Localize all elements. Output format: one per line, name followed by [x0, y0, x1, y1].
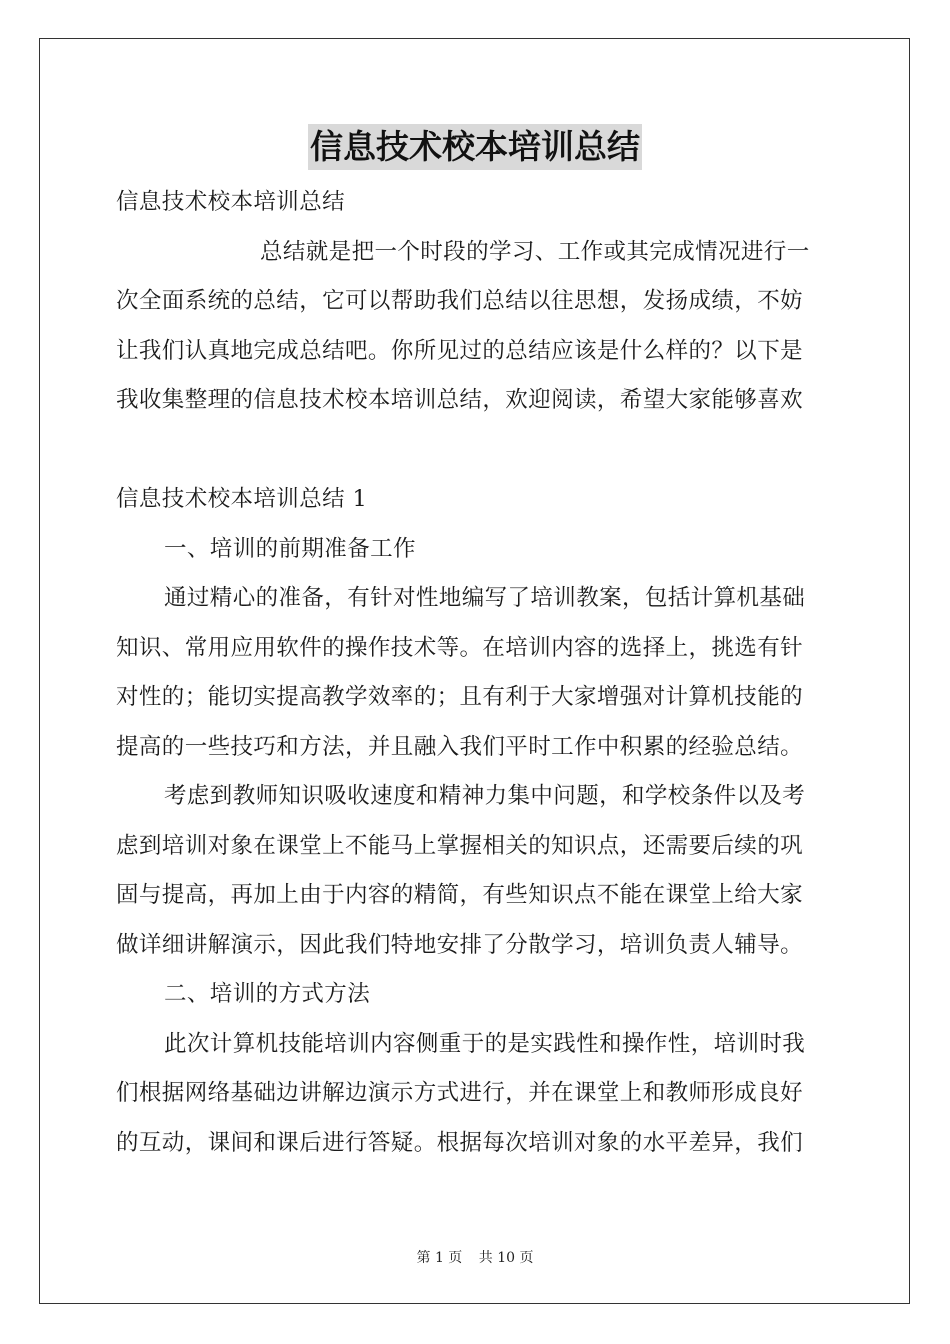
document-body	[116, 178, 834, 1168]
page-total: 共 10 页	[478, 1250, 534, 1266]
heading-2: 二、培训的方式方法	[164, 981, 371, 1007]
paragraph-line: 固与提高，再加上由于内容的精简，有些知识点不能在课堂上给大家	[116, 882, 804, 908]
paragraph-line: 通过精心的准备，有针对性地编写了培训教案，包括计算机基础	[164, 585, 806, 611]
paragraph-line: 对性的；能切实提高教学效率的；且有利于大家增强对计算机技能的	[116, 684, 804, 710]
section-title: 信息技术校本培训总结 1	[116, 486, 368, 512]
title-wrap	[0, 124, 950, 170]
paragraph-line: 做详细讲解演示，因此我们特地安排了分散学习，培训负责人辅导。	[116, 931, 804, 958]
page-footer	[0, 1248, 950, 1268]
paragraph-line: 知识、常用应用软件的操作技术等。在培训内容的选择上，挑选有针	[116, 634, 804, 661]
blank-line	[116, 426, 834, 476]
heading-1: 一、培训的前期准备工作	[164, 535, 416, 562]
page-number: 第 1 页	[416, 1250, 463, 1266]
intro-line: 让我们认真地完成总结吧。你所见过的总结应该是什么样的？以下是	[116, 337, 804, 364]
document-title: 信息技术校本培训总结	[308, 124, 642, 170]
document-subtitle: 信息技术校本培训总结	[116, 189, 346, 215]
paragraph-line: 此次计算机技能培训内容侧重于的是实践性和操作性，培训时我	[164, 1030, 806, 1057]
paragraph-line: 们根据网络基础边讲解边演示方式进行，并在课堂上和教师形成良好	[116, 1080, 804, 1106]
paragraph-line: 的互动，课间和课后进行答疑。根据每次培训对象的水平差异，我们	[116, 1129, 804, 1156]
intro-line: 我收集整理的信息技术校本培训总结，欢迎阅读，希望大家能够喜欢	[116, 387, 804, 413]
paragraph-line: 虑到培训对象在课堂上不能马上掌握相关的知识点，还需要后续的巩	[116, 832, 804, 859]
intro-line: 次全面系统的总结，它可以帮助我们总结以往思想，发扬成绩，不妨	[116, 288, 804, 314]
intro-line: 总结就是把一个时段的学习、工作或其完成情况进行一	[260, 238, 810, 265]
paragraph-line: 提高的一些技巧和方法，并且融入我们平时工作中积累的经验总结。	[116, 733, 804, 760]
paragraph-line: 考虑到教师知识吸收速度和精神力集中问题，和学校条件以及考	[164, 783, 806, 809]
